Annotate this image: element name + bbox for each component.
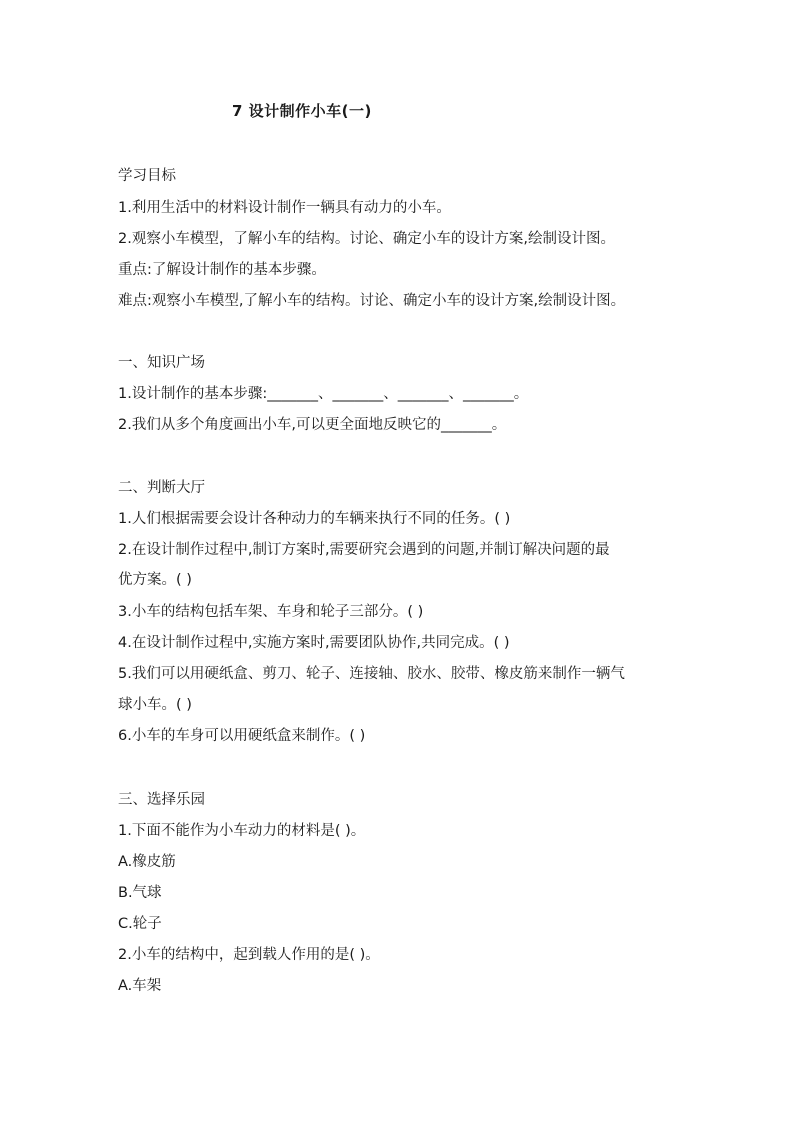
page-title: 7 设计制作小车(一) <box>232 102 372 120</box>
objective-item: 2.观察小车模型，了解小车的结构。讨论、确定小车的设计方案,绘制设计图。 <box>118 231 615 247</box>
fill-blank-question: 1.设计制作的基本步骤:_______、_______、_______、_______。 <box>118 386 529 402</box>
true-false-question: 6.小车的车身可以用硬纸盒来制作。( ) <box>118 728 366 744</box>
key-point: 重点:了解设计制作的基本步骤。 <box>118 262 326 278</box>
choice-option: A.橡皮筋 <box>118 854 176 870</box>
true-false-question: 4.在设计制作过程中,实施方案时,需要团队协作,共同完成。( ) <box>118 635 510 651</box>
objectives-heading: 学习目标 <box>118 168 176 184</box>
choice-option: A.车架 <box>118 978 162 994</box>
section2-heading: 二、判断大厅 <box>118 480 205 496</box>
true-false-question: 1.人们根据需要会设计各种动力的车辆来执行不同的任务。( ) <box>118 511 511 527</box>
choice-question: 1.下面不能作为小车动力的材料是( )。 <box>118 823 366 839</box>
true-false-question: 3.小车的结构包括车架、车身和轮子三部分。( ) <box>118 604 424 620</box>
fill-blank-question: 2.我们从多个角度画出小车,可以更全面地反映它的_______。 <box>118 417 507 433</box>
choice-option: B.气球 <box>118 885 162 901</box>
choice-option: C.轮子 <box>118 916 162 932</box>
true-false-question: 2.在设计制作过程中,制订方案时,需要研究会遇到的问题,并制订解决问题的最 <box>118 542 610 558</box>
true-false-question-cont: 优方案。( ) <box>118 572 192 588</box>
choice-question: 2.小车的结构中，起到载人作用的是( )。 <box>118 947 380 963</box>
true-false-question: 5.我们可以用硬纸盒、剪刀、轮子、连接轴、胶水、胶带、橡皮筋来制作一辆气 <box>118 666 625 682</box>
objective-item: 1.利用生活中的材料设计制作一辆具有动力的小车。 <box>118 200 451 216</box>
section3-heading: 三、选择乐园 <box>118 792 205 808</box>
true-false-question-cont: 球小车。( ) <box>118 697 192 713</box>
difficult-point: 难点:观察小车模型,了解小车的结构。讨论、确定小车的设计方案,绘制设计图。 <box>118 293 626 309</box>
section1-heading: 一、知识广场 <box>118 355 205 371</box>
